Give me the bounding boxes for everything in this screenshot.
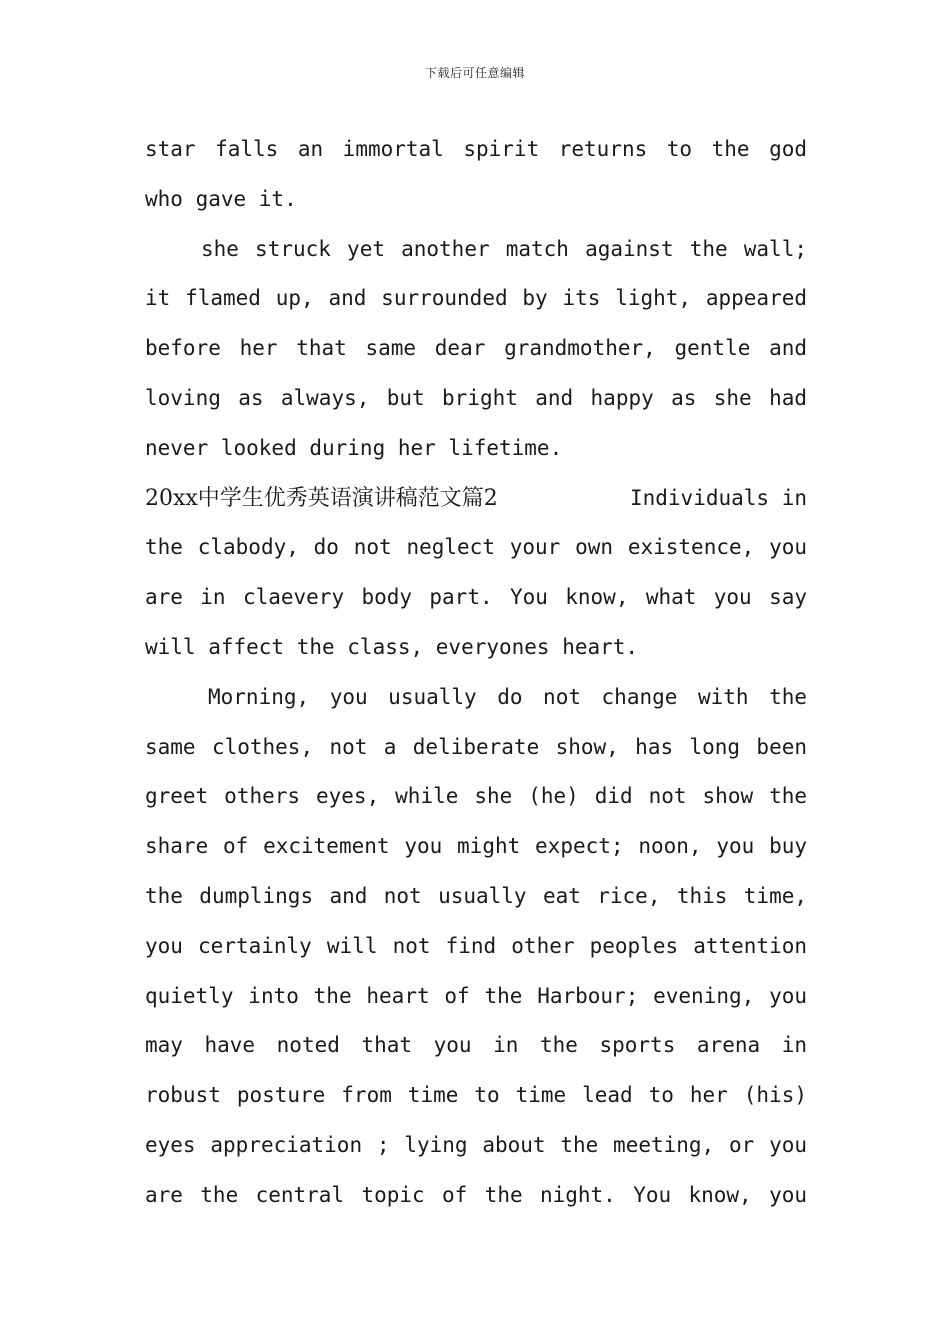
text-line: greet others eyes, while she (he) did not show the [145, 784, 807, 809]
document-body [145, 125, 807, 1221]
text-line: eyes appreciation ; lying about the meeting, or you [145, 1132, 807, 1157]
paragraph-first-line: she struck yet another match against the wall; [201, 236, 807, 261]
text-line: share of excitement you might expect; noon, you buy [145, 834, 807, 859]
text-line: before her that same dear grandmother, gentle and [145, 336, 807, 361]
text-line: it flamed up, and surrounded by its light, appeared [145, 286, 807, 311]
paragraph-first-line: Morning, you usually do not change with the [208, 684, 807, 709]
text-line: star falls an immortal spirit returns to the god [145, 137, 807, 161]
text-line: robust posture from time to time lead to her (his) [145, 1083, 807, 1108]
text-line: the clabody, do not neglect your own existence, you [145, 535, 807, 560]
text-line: who gave it. [145, 186, 297, 211]
text-line: loving as always, but bright and happy as she had [145, 385, 807, 410]
text-line: will affect the class, everyones heart. [145, 634, 639, 659]
text-line: quietly into the heart of the Harbour; evening, you [145, 983, 807, 1008]
page-header: 下载后可任意编辑 [424, 66, 525, 80]
text-line: may have noted that you in the sports arena in [145, 1033, 807, 1058]
text-line: same clothes, not a deliberate show, has long been [145, 734, 807, 759]
text-line: Individuals in [629, 485, 807, 510]
text-line: the dumplings and not usually eat rice, this time, [145, 883, 807, 908]
text-line: are the central topic of the night. You know, you [145, 1182, 807, 1207]
text-line: are in claevery body part. You know, what you say [145, 585, 807, 610]
text-line: you certainly will not find other peoples attention [145, 933, 807, 958]
section-heading-line [145, 474, 807, 524]
section-heading: 20xx中学生优秀英语演讲稿范文篇2 [145, 485, 498, 511]
text-line: never looked during her lifetime. [145, 435, 563, 460]
